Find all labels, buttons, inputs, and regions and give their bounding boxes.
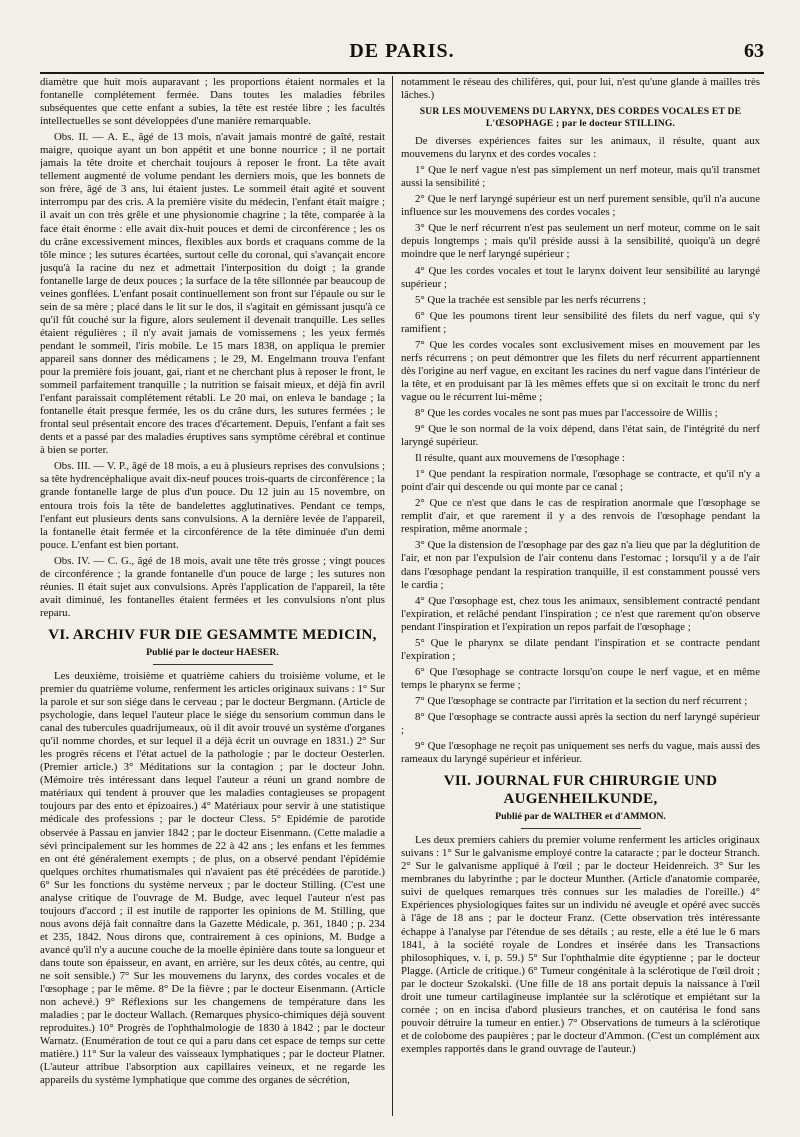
section-7-title: VII. JOURNAL FUR CHIRURGIE UND AUGENHEILKUNDE, xyxy=(443,773,718,808)
section-6-paragraph: Les deuxième, troisième et quatrième cahiers du troisième volume, et le premier du quatrième volume, renferment les articles originaux suivans : 1° Sur la parole et sur son siége dans le cerveau ; par le docteur Bergmann. (Article de psychologie, dans lequel l'auteur place le siége du sensorium commun dans le canal des tubercules quadrijumeaux, où il dit avoir trouvé un système d'organes qu'il nomme chordes, et sur lequel il a déjà écrit un ouvrage en 1831.) 2° Sur les progrès récens et l'état actuel de la pathologie ; par le docteur Oesterlen. (Premier article.) 3° Méditations sur la contagion ; par le docteur John. (Mémoire très intéressant dans lequel l'auteur a réuni un grand nombre de matériaux qui tendent à prouver que les maladies contagieuses se propagent toujours par des ento et épizoaires.) 4° Matériaux pour servir à une statistique médicale des professions ; par le docteur Cless. 5° Epidémie de parotide observée à Passau en janvier 1842 ; par le docteur Eisenmann. (Cette maladie a sévi principalement sur les hommes de 22 à 42 ans ; les enfans et les femmes en ont été généralement exempts ; de plus, on a observé pendant l'épidémie quelques orchites rhumatismales qui n'avaient pas été précédées de parotide.) 6° Sur les fonctions du système nerveux ; par le docteur Stilling. (C'est une analyse critique de l'ouvrage de M. Budge, avec lequel l'auteur n'est pas toujours d'accord ; il est inutile de rapporter les opinions de M. Stilling, que nous avons déjà fait connaître dans la Gazette Médicale, p. 361, 1840 ; p. 234 et 235, 1842. Nous dirons que, contrairement à ces opinions, M. Budge a avancé qu'il n'y a aucune couche de la moelle épinière dans toute sa longueur et dans toute son épaisseur, en avant, en arrière, sur les deux côtés, au centre, qui ne soit sensible.) 7° Sur les mouvemens du larynx, des cordes vocales et de l'œsophage ; par le même. 8° De la fièvre ; par le docteur Eisenmann. (Article non achevé.) 9° Réflexions sur les changemens de température dans les maladies ; par le docteur Wallach. (Remarques physico-chimiques déjà souvent reproduites.) 10° Progrès de l'ophthalmologie de 1830 à 1842 ; par le docteur Warnatz. (Enumération de tout ce qui a paru dans cet espace de temps sur cette matière.) 11° Sur la valeur des vaisseaux lymphatiques ; par le docteur Platner. (L'auteur attribue l'absorption aux capillaires veineux, et ne regarde les appareils du système lymphatique que comme des organes de sécrétion, xyxy=(40,669,385,1087)
section-6-byline: Publié par le docteur HAESER. xyxy=(146,646,279,658)
list-item: 9° Que l'œsophage ne reçoit pas uniquement ses nerfs du vague, mais aussi des rameaux du laryngé supérieur et inférieur. xyxy=(401,740,760,766)
list-item: 8° Que l'œsophage se contracte aussi après la section du nerf laryngé supérieur ; xyxy=(401,710,760,737)
larynx-intro: De diverses expériences faites sur les animaux, il résulte, quant aux mouvemens du larynx et des cordes vocales : xyxy=(401,135,760,161)
observation-2: Obs. II. — A. E., âgé de 13 mois, n'avait jamais montré de gaîté, restait maigre, quoique ayant un bon appétit et une bonne nourrice ; il ne portait jamais la tête droite et cherchait toujours à reposer le front. La tête avait tellement augmenté de volume pendant les derniers mois, que les bonnets de son frère, âgé de 3 ans, lui étaient justes. Le sommeil était agité et souvent interrompu par des cris. A la première visite du médecin, l'enfant était maigre ; il avait un con très grêle et une physionomie chagrine ; la tête, comparée à la face était énorme : elle avait dix-huit pouces et demi de circonférence ; les os du crâne excessivement minces, flexibles aux bords et craquans comme de la tôle mince ; les sutures écartées, surtout celle du coronal, qui s'avançait encore jusqu'à la racine du nez et admettait l'interposition du doigt ; la grande fontanelle large de deux pouces ; la surface de la tête sillonnée par beaucoup de veines gonflées. L'enfant posait continuellement son front sur l'épaule ou sur le sein de sa mère ; placé dans le lit sur le dos, il s'agitait en gémissant jusqu'à ce qu'il fût couché sur la figure, alors seulement il devenait tranquille. Les selles étaient régulières ; il n'y avait jamais de vomissemens ; les yeux fermés pendant le sommeil, l'iris mobile. Le 15 mars 1838, on appliqua le premier appareil sans donner des médicamens ; le 29, M. Engelmann trouva l'enfant pour la première fois jouant, gai, riant et ne cherchant plus à reposer le front, le sommeil parfaitement tranquille ; la nutrition se faisait mieux, et déjà fin avril l'enfant paraissait complétement rétabli. Le 20 mai, on enleva le bandage ; la fontanelle était presque fermée, les os du crâne durs, les sutures fermées ; le frontal seul présentait encore des traces d'écartement. Depuis, l'enfant a fait ses dents et a passé par des maladies éruptives sans symptôme cérébral et continue à bien se porter. xyxy=(40,131,385,457)
paragraph-continuation: notamment le réseau des chilifères, qui, pour lui, n'est qu'une glande à mailles très lâches.) xyxy=(401,76,760,102)
list-item: 4° Que les cordes vocales et tout le larynx doivent leur sensibilité au laryngé supérieur ; xyxy=(401,264,760,290)
list-item: 3° Que le nerf récurrent n'est pas seulement un nerf moteur, comme on le sait depuis longtemps ; mais qu'il préside aussi à la sensibilité, quoiqu'à un degré moindre que le nerf laryngé supérieur ; xyxy=(401,222,760,261)
list-item: 9° Que le son normal de la voix dépend, dans l'état sain, de l'intégrité du nerf laryngé supérieur. xyxy=(401,423,760,449)
column-divider xyxy=(392,76,393,1116)
article-subheading: SUR LES MOUVEMENS DU LARYNX, DES CORDES VOCALES ET DE L'ŒSOPHAGE ; par le docteur STILLING. xyxy=(419,106,742,130)
observation-3: Obs. III. — V. P., âgé de 18 mois, a eu à plusieurs reprises des convulsions ; sa tête hydrencéphalique avait dix-neuf pouces trois-quarts de circonférence ; la grande fontanelle large de plus d'un pouce. Du 12 juin au 15 novembre, on entoura trois fois la tête de bandelettes agglutinatives. Pendant ce temps, l'enfant eut plusieurs dents sans convulsions. A la dernière levée de l'appareil, la fontanelle était fermée et la circonférence de la tête diminuée d'un demi pouce. L'enfant est bien portant. xyxy=(40,460,385,551)
left-column xyxy=(40,76,385,1121)
paragraph-continuation: diamètre que huit mois auparavant ; les proportions étaient normales et la fontanelle complétement fermée. Dans toutes les maladies fébriles subséquentes que cette enfant a subies, la tête est restée libre ; les facultés intellectuelles se sont développées d'une manière remarquable. xyxy=(40,76,385,128)
list-item: 2° Que le nerf laryngé supérieur est un nerf purement sensible, qu'il n'a aucune influence sur les mouvemens des cordes vocales ; xyxy=(401,193,760,219)
list-item: 1° Que le nerf vague n'est pas simplement un nerf moteur, mais qu'il transmet aussi la sensibilité ; xyxy=(401,164,760,190)
page-header xyxy=(40,38,764,74)
list-item: 2° Que ce n'est que dans le cas de respiration anormale que l'œsophage se remplit d'air, et que rarement il y a des renvois de l'œsophage pendant la respiration, même anormale ; xyxy=(401,497,760,536)
section-7-paragraph: Les deux premiers cahiers du premier volume renferment les articles originaux suivans : 1° Sur le galvanisme employé contre la cataracte ; par le docteur Stranch. 2° Sur le galvanisme appliqué à l'œil ; par le docteur Heidenreich. 3° Sur les membranes du labyrinthe ; par le docteur Munther. (Article d'anatomie comparée, suivi de quelques remarques très connues sur les maladies de l'oreille.) 4° Expériences physiologiques faites sur un individu né aveugle et opéré avec succès à l'âge de 18 ans ; par le docteur Franz. (Cette observation très intéressante échappe à l'analyse par l'étendue de ses détails ; au reste, elle a été lue le 6 mars 1841, à la société royale de Londres et insérée dans les Transactions philosophiques, v. i, p. 59.) 5° Sur l'ophthalmie dite égyptienne ; par le docteur Plagge. (Article de critique.) 6° Tumeur congénitale à la sclérotique de l'œil droit ; par le docteur Szokalski. (Une fille de 18 ans portait depuis la naissance à l'œil droit une tumeur cartilagineuse implantée sur la sclérotique et empiétant sur la cornée ; on en incisa d'abord plusieurs tranches, et on cautérisa le fond sans pouvoir détruire la tumeur en entier.) 7° Observations de tumeurs à la sclérotique et de colobome des paupières ; par le docteur d'Ammon. (C'est un complément aux exemples rapportés dans le grand ouvrage de l'auteur.) xyxy=(401,834,760,1055)
list-item: 5° Que le pharynx se dilate pendant l'inspiration et se contracte pendant l'expiration ; xyxy=(401,636,760,662)
list-item: 3° Que la distension de l'œsophage par des gaz n'a lieu que par la déglutition de l'air, et non par l'expulsion de l'air contenu dans l'estomac ; lorsqu'il y a de l'air dans l'œsophage pendant la respiration tranquille, il est constamment poussé vers le cardia ; xyxy=(401,539,760,591)
oesophage-intro: Il résulte, quant aux mouvemens de l'œsophage : xyxy=(415,452,626,465)
right-column xyxy=(401,76,760,1121)
list-item: 7° Que les cordes vocales sont exclusivement mises en mouvement par les nerfs récurrens ; on peut démontrer que les filets du nerf récurrent appartiennent dès l'origine au nerf vague, en excitant les racines du nerf vague dans l'intérieur de la tête, et en produisant par là les mêmes effets que si on excitait le tronc du nerf vague ou le récurrent lui-même ; xyxy=(401,338,760,403)
observation-4: Obs. IV. — C. G., âgé de 18 mois, avait une tête très grosse ; vingt pouces de circonférence ; la grande fontanelle d'un pouce de large ; les sutures non réunies. Il était sujet aux convulsions. Après l'application de l'appareil, la tête avait diminué, les fontanelles étaient fermées et les convulsions n'ont plus reparu. xyxy=(40,554,385,619)
page-number: 63 xyxy=(744,40,764,62)
byline-divider xyxy=(153,664,273,665)
byline-divider xyxy=(521,828,641,829)
list-item: 5° Que la trachée est sensible par les nerfs récurrens ; xyxy=(415,293,646,306)
list-item: 7° Que l'œsophage se contracte par l'irritation et la section du nerf récurrent ; xyxy=(415,694,748,707)
list-item: 1° Que pendant la respiration normale, l'œsophage se contracte, et qu'il n'y a point d'air qui descende ou qui monte par ce canal ; xyxy=(401,468,760,494)
running-title: DE PARIS. xyxy=(349,40,455,62)
section-7-byline: Publié par de WALTHER et d'AMMON. xyxy=(495,811,666,823)
list-item: 4° Que l'œsophage est, chez tous les animaux, sensiblement contracté pendant l'expiration, et relâché pendant l'inspiration ; ce n'est que rarement qu'on observe pendant l'inspiration et l'expiration un repos parfait de l'œsophage ; xyxy=(401,594,760,633)
list-item: 6° Que les poumons tirent leur sensibilité des filets du nerf vague, qui s'y ramifient ; xyxy=(401,309,760,335)
list-item: 6° Que l'œsophage se contracte lorsqu'on coupe le nerf vague, et en même temps le pharynx se ferme ; xyxy=(401,665,760,691)
section-6-title: VI. ARCHIV FUR DIE GESAMMTE MEDICIN, xyxy=(48,626,377,643)
list-item: 8° Que les cordes vocales ne sont pas mues par l'accessoire de Willis ; xyxy=(415,406,718,419)
